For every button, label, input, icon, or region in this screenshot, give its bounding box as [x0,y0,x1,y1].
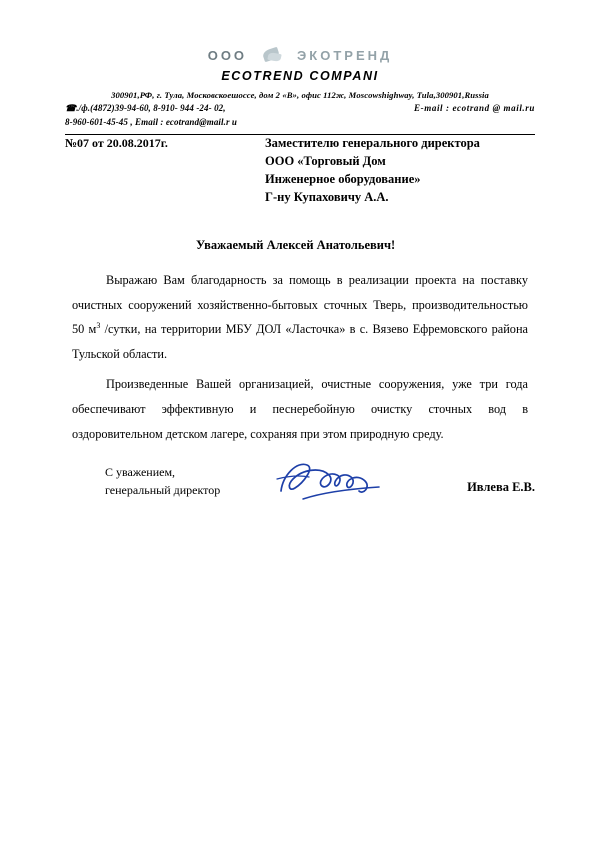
closing-text: С уважением, [105,465,176,479]
letterhead [0,44,600,135]
reference-number: №07 от 20.08.2017г. [65,136,168,150]
addressee-block [265,134,545,207]
company-logo [0,44,600,66]
leaf-icon [259,46,285,64]
address-line: 300901,РФ, г. Тула, Московскоешоссе, дом 2 «В», офис 112ж, Moscowshighway, Tula,300901,Russia [111,90,489,100]
logo-ooo-text: ООО [207,47,248,63]
letter-body [72,268,528,446]
signer-position: генеральный директор [105,483,221,497]
signer-name: Ивлева Е.В. [467,480,535,494]
addressee-line-1: Заместителю генерального директора [265,136,480,150]
contacts-row [65,102,535,130]
handwritten-signature-icon [273,455,393,507]
addressee-line-3: Инженерное оборудование» [265,172,421,187]
contacts-left [65,102,237,130]
signature-left [105,463,220,499]
mobile-email-line: 8-960-601-45-45 , Email : ecotrand@mail.r u [65,117,238,128]
paragraph-1 [72,268,528,366]
salutation: Уважаемый Алексей Анатольевич! [196,238,396,252]
reference-and-addressee [65,134,545,207]
address-block [65,89,535,130]
email-line: E-mail : ecotrand @ mail.ru [414,103,535,114]
paragraph-2: Произведенные Вашей организацией, очистные сооружения, уже три года обеспечивают эффективную и песнеребойную очистку сточных вод в оздоровительном детском лагере, сохраняя при этом природную среду. [72,377,528,441]
paragraph-1-part-2: /сутки, на территории МБУ ДОЛ «Ласточка» в с. Вязево Ефремовского района Тульской области. [72,322,528,361]
signature-block [105,463,535,499]
addressee-line-4: Г-ну Купаховичу А.А. [265,190,389,205]
phone-line: ☎./ф.(4872)39-94-60, 8-910- 944 -24- 02, [65,103,226,114]
company-latin-name: ECOTREND COMPANI [221,69,379,83]
addressee-line-2: ООО «Торговый Дом [265,154,386,169]
paragraph-1-superscript: 3 [96,321,101,331]
paragraph-1-part-1: Выражаю Вам благодарность за помощь в реализации проекта на поставку очистных сооружений хозяйственно-бытовых сточных Тверь, производительностью 50 м [72,273,528,337]
logo-wordmark: ЭКОТРЕНД [297,47,393,63]
